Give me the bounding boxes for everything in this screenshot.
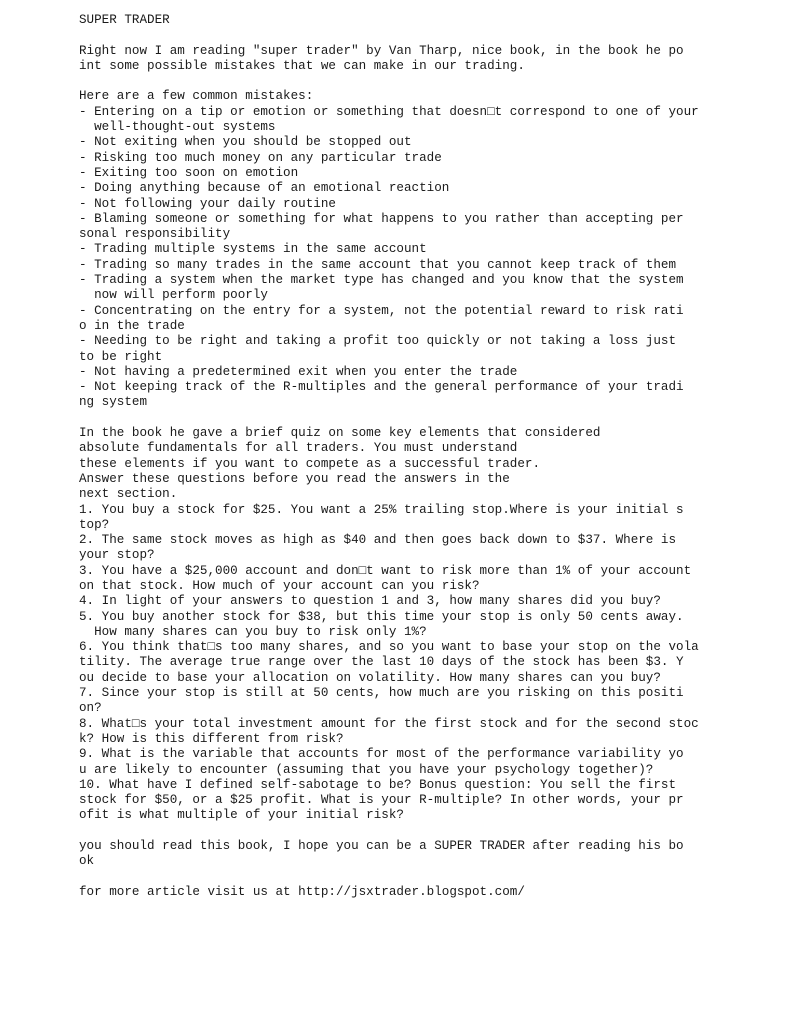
- list-item: now will perform poorly: [79, 288, 268, 303]
- list-item: - Trading a system when the market type has changed and you know that the system: [79, 273, 684, 288]
- question-line: 6. You think that□s too many shares, and so you want to base your stop on the vola: [79, 640, 699, 655]
- question-line: 8. What□s your total investment amount for the first stock and for the second stoc: [79, 716, 699, 731]
- quiz-intro-paragraph: [79, 426, 779, 502]
- mistakes-heading: Here are a few common mistakes:: [79, 89, 314, 104]
- question-line: How many shares can you buy to risk only 1%?: [79, 624, 427, 639]
- question-line: 3. You have a $25,000 account and don□t want to risk more than 1% of your account: [79, 563, 692, 578]
- text-line: absolute fundamentals for all traders. You must understand: [79, 441, 518, 456]
- question-line: tility. The average true range over the last 10 days of the stock has been $3. Y: [79, 655, 684, 670]
- list-item: - Not keeping track of the R-multiples and the general performance of your tradi: [79, 380, 684, 395]
- question-line: 9. What is the variable that accounts for most of the performance variability yo: [79, 747, 684, 762]
- list-item: - Blaming someone or something for what happens to you rather than accepting per: [79, 211, 684, 226]
- list-item: - Needing to be right and taking a profit too quickly or not taking a loss just: [79, 334, 677, 349]
- question-line: 7. Since your stop is still at 50 cents, how much are you risking on this positi: [79, 686, 684, 701]
- list-item: ng system: [79, 395, 148, 410]
- text-line: Answer these questions before you read the answers in the: [79, 471, 510, 486]
- question-line: 4. In light of your answers to question 1 and 3, how many shares did you buy?: [79, 594, 661, 609]
- list-item: - Exiting too soon on emotion: [79, 165, 299, 180]
- list-item: - Not exiting when you should be stopped out: [79, 135, 412, 150]
- question-line: your stop?: [79, 548, 155, 563]
- list-item: - Trading multiple systems in the same account: [79, 242, 427, 257]
- question-line: on?: [79, 701, 102, 716]
- question-line: on that stock. How much of your account can you risk?: [79, 578, 480, 593]
- list-item: to be right: [79, 349, 163, 364]
- closing-paragraph: [79, 839, 779, 870]
- list-item: - Entering on a tip or emotion or something that doesn□t correspond to one of your: [79, 104, 699, 119]
- question-line: top?: [79, 517, 110, 532]
- intro-paragraph: [79, 44, 779, 75]
- question-line: u are likely to encounter (assuming that you have your psychology together)?: [79, 762, 654, 777]
- question-line: k? How is this different from risk?: [79, 731, 344, 746]
- question-line: 5. You buy another stock for $38, but this time your stop is only 50 cents away.: [79, 609, 684, 624]
- text-line: these elements if you want to compete as a successful trader.: [79, 456, 541, 471]
- list-item: - Doing anything because of an emotional reaction: [79, 181, 450, 196]
- spacer: [79, 824, 779, 839]
- spacer: [79, 28, 779, 43]
- question-line: 10. What have I defined self-sabotage to be? Bonus question: You sell the first: [79, 777, 677, 792]
- question-line: ou decide to base your allocation on volatility. How many shares can you buy?: [79, 670, 661, 685]
- list-item: o in the trade: [79, 318, 185, 333]
- list-item: - Not having a predetermined exit when you enter the trade: [79, 364, 518, 379]
- list-item: - Trading so many trades in the same account that you cannot keep track of them: [79, 257, 677, 272]
- document-title: SUPER TRADER: [79, 13, 170, 27]
- document-page: [79, 13, 779, 900]
- text-line: you should read this book, I hope you can be a SUPER TRADER after reading his bo: [79, 839, 684, 854]
- list-item: sonal responsibility: [79, 227, 231, 242]
- question-line: ofit is what multiple of your initial risk?: [79, 808, 404, 823]
- footer-link-text: for more article visit us at http://jsxtrader.blogspot.com/: [79, 884, 525, 899]
- question-line: 1. You buy a stock for $25. You want a 25% trailing stop.Where is your initial s: [79, 502, 684, 517]
- list-item: - Not following your daily routine: [79, 196, 336, 211]
- spacer: [79, 411, 779, 426]
- mistakes-list: [79, 105, 779, 411]
- text-line: int some possible mistakes that we can make in our trading.: [79, 58, 525, 73]
- spacer: [79, 870, 779, 885]
- text-line: ok: [79, 854, 95, 869]
- text-line: Right now I am reading "super trader" by Van Tharp, nice book, in the book he po: [79, 43, 684, 58]
- quiz-questions: [79, 503, 779, 824]
- list-item: well-thought-out systems: [79, 120, 276, 135]
- question-line: 2. The same stock moves as high as $40 and then goes back down to $37. Where is: [79, 533, 677, 548]
- text-line: next section.: [79, 487, 178, 502]
- question-line: stock for $50, or a $25 profit. What is your R-multiple? In other words, your pr: [79, 793, 684, 808]
- spacer: [79, 74, 779, 89]
- list-item: - Concentrating on the entry for a system, not the potential reward to risk rati: [79, 303, 684, 318]
- text-line: In the book he gave a brief quiz on some key elements that considered: [79, 426, 601, 441]
- list-item: - Risking too much money on any particular trade: [79, 150, 442, 165]
